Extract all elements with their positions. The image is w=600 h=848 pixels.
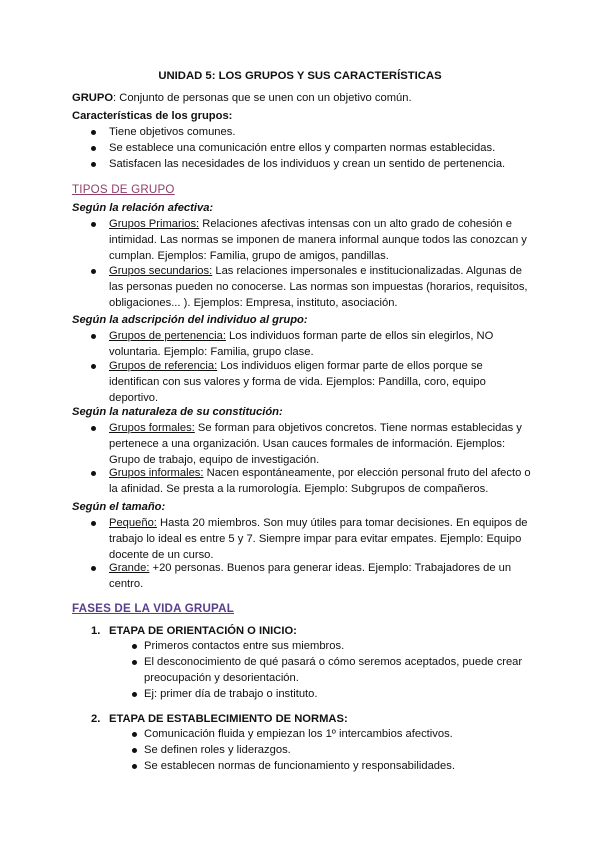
- item-text: voluntaria. Ejemplo: Familia, grupo clase.: [109, 346, 314, 358]
- item-text: Grupo de trabajo, equipo de investigación.: [109, 454, 320, 466]
- item-term: Grupos de pertenencia:: [109, 330, 226, 342]
- item-text: las personas pueden no conocerse. Las normas son impuestas (horarios, requisitos,: [109, 281, 528, 293]
- item-text: +20 personas. Buenos para generar ideas. Ejemplo: Trabajadores de un: [149, 562, 512, 574]
- list-item-text: preocupación y desorientación.: [144, 672, 299, 684]
- characteristics-heading-text: Características de los grupos:: [72, 110, 233, 122]
- item-term: Grupos de referencia:: [109, 360, 218, 372]
- item-text: Relaciones afectivas intensas con un alto grado de cohesión e: [199, 218, 512, 230]
- naturaleza-heading-text: Según la naturaleza de su constitución:: [72, 406, 283, 418]
- bullet-icon: [132, 732, 137, 737]
- list-item-text: Satisfacen las necesidades de los individuos y crean un sentido de pertenencia.: [109, 158, 506, 170]
- item-text: obligaciones... ). Ejemplos: Empresa, instituto, asociación.: [109, 297, 398, 309]
- item-text: cumplan. Ejemplos: Familia, grupo de amigos, pandillas.: [109, 250, 389, 262]
- item-text: Las relaciones impersonales e institucionalizadas. Algunas de: [212, 265, 522, 277]
- afectiva-heading-text: Según la relación afectiva:: [72, 202, 214, 214]
- item-term: Grupos secundarios:: [109, 265, 213, 277]
- bullet-icon: [91, 269, 96, 274]
- list-item-text: Se establecen normas de funcionamiento y responsabilidades.: [144, 760, 455, 772]
- tipos-heading: [72, 182, 528, 198]
- adscripcion-heading: [72, 312, 528, 328]
- item-text: Los individuos forman parte de ellos sin elegirlos, NO: [225, 330, 494, 342]
- bullet-icon: [132, 764, 137, 769]
- etapa-number: 1.: [91, 625, 101, 637]
- bullet-icon: [91, 334, 96, 339]
- characteristics-heading: [72, 108, 528, 124]
- list-item-text: Comunicación fluida y empiezan los 1º intercambios afectivos.: [144, 728, 453, 740]
- definition-text: : Conjunto de personas que se unen con un objetivo común.: [113, 92, 412, 104]
- etapa-title: ETAPA DE ESTABLECIMIENTO DE NORMAS:: [109, 713, 348, 725]
- bullet-icon: [132, 692, 137, 697]
- bullet-icon: [91, 566, 96, 571]
- bullet-icon: [91, 146, 96, 151]
- definition: [72, 90, 528, 106]
- list-item-text: Se definen roles y liderazgos.: [144, 744, 291, 756]
- item-term: Grupos Primarios:: [109, 218, 200, 230]
- bullet-icon: [91, 222, 96, 227]
- item-text: centro.: [109, 578, 144, 590]
- list-item-text: El desconocimiento de qué pasará o cómo seremos aceptados, puede crear: [144, 656, 523, 668]
- item-term: Pequeño:: [109, 517, 157, 529]
- item-text: Hasta 20 miembros. Son muy útiles para tomar decisiones. En equipos de: [156, 517, 528, 529]
- adscripcion-heading-text: Según la adscripción del individuo al grupo:: [72, 314, 308, 326]
- item-text: Nacen espontáneamente, por elección personal fruto del afecto o: [203, 467, 531, 479]
- etapa-1-list: [72, 638, 528, 702]
- naturaleza-heading: [72, 404, 528, 420]
- item-text: pertenece a una organización. Usan cauces formales de información. Ejemplos:: [109, 438, 506, 450]
- fases-heading-text: FASES DE LA VIDA GRUPAL: [72, 602, 234, 615]
- item-text: Los individuos eligen formar parte de ellos porque se: [217, 360, 483, 372]
- item-term: Grande:: [109, 562, 150, 574]
- list-item-text: Primeros contactos entre sus miembros.: [144, 640, 345, 652]
- bullet-icon: [132, 748, 137, 753]
- item-text: Se forman para objetivos concretos. Tiene normas establecidas y: [194, 422, 522, 434]
- bullet-icon: [91, 426, 96, 431]
- etapa-2-list: [72, 726, 528, 774]
- page-title: UNIDAD 5: LOS GRUPOS Y SUS CARACTERÍSTICAS: [158, 70, 442, 82]
- item-text: docente de un curso.: [109, 549, 214, 561]
- tamano-heading-text: Según el tamaño:: [72, 501, 166, 513]
- list-item-text: Se establece una comunicación entre ellos y comparten normas establecidas.: [109, 142, 496, 154]
- afectiva-heading: [72, 200, 528, 216]
- item-text: la afinidad. Se presta a la rumorología. Ejemplo: Subgrupos de compañeros.: [109, 483, 489, 495]
- item-text: identifican con sus valores y forma de vida. Ejemplos: Pandilla, coro, equipo: [109, 376, 486, 388]
- bullet-icon: [91, 521, 96, 526]
- item-term: Grupos formales:: [109, 422, 195, 434]
- bullet-icon: [91, 364, 96, 369]
- etapa-number: 2.: [91, 713, 101, 725]
- tamano-heading: [72, 499, 528, 515]
- bullet-icon: [132, 660, 137, 665]
- item-term: Grupos informales:: [109, 467, 204, 479]
- bullet-icon: [91, 130, 96, 135]
- bullet-icon: [132, 644, 137, 649]
- item-text: intimidad. Las normas se imponen de manera informal aunque todos las conozcan y: [109, 234, 527, 246]
- list-item-text: Ej: primer día de trabajo o instituto.: [144, 688, 318, 700]
- etapa-title: ETAPA DE ORIENTACIÓN O INICIO:: [109, 625, 297, 637]
- item-text: deportivo.: [109, 392, 159, 404]
- definition-term: GRUPO: [72, 92, 114, 104]
- characteristics-list: [72, 124, 528, 172]
- bullet-icon: [91, 162, 96, 167]
- item-text: trabajo lo ideal es entre 5 y 7. Siempre impar para evitar empates. Ejemplo: Equipo: [109, 533, 522, 545]
- bullet-icon: [91, 471, 96, 476]
- list-item-text: Tiene objetivos comunes.: [109, 126, 236, 138]
- fases-heading: [72, 601, 528, 617]
- tipos-heading-text: TIPOS DE GRUPO: [72, 183, 175, 196]
